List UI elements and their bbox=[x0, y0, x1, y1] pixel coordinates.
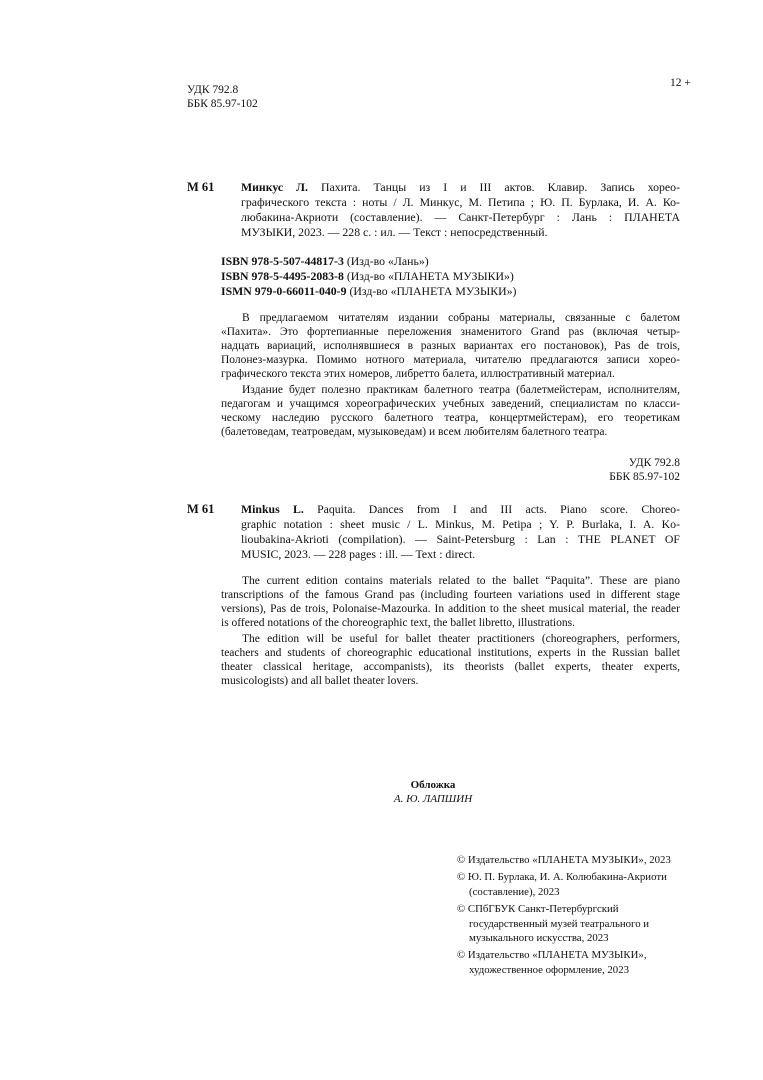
en-record-line: MUSIC, 2023. — 228 pages : ill. — Text : direct. bbox=[241, 547, 476, 561]
en-annotation-line: teachers and students of choreographic educational institutions, experts in the Russian ballet bbox=[221, 647, 680, 659]
en-annotation-line: theater classical heritage, accompanists), its theorists (ballet experts, theater experts, bbox=[221, 661, 680, 673]
en-udk-bbk-header bbox=[560, 456, 680, 484]
ismn-entry: ISMN 979-0-66011-040-9 (Изд-во «ПЛАНЕТА МУЗЫКИ») bbox=[221, 284, 517, 298]
ru-annotation-line: надцать вариаций, исполнявшиеся в разных вариантах его постановок), Pas de trois, bbox=[221, 340, 680, 352]
en-record-code: М 61 bbox=[187, 502, 215, 516]
ru-annotation-line: В предлагаемом читателям издании собраны материалы, связанные с балетом bbox=[242, 312, 680, 324]
ru-annotation-line: «Пахита». Это фортепианные переложения знаменитого Grand pas (включая четыр- bbox=[221, 326, 680, 338]
ru-annotation-line: графического текста этих номеров, либретто балета, иллюстративный материал. bbox=[221, 368, 615, 380]
isbn-entry: ISBN 978-5-507-44817-3 (Изд-во «Лань») bbox=[221, 254, 429, 268]
isbn-entry: ISBN 978-5-4495-2083-8 (Изд-во «ПЛАНЕТА МУЗЫКИ») bbox=[221, 269, 514, 283]
en-bbk-code: ББК 85.97-102 bbox=[609, 471, 680, 483]
en-record-description bbox=[241, 502, 680, 562]
cover-credit bbox=[333, 778, 533, 806]
ru-record-description bbox=[241, 180, 680, 240]
en-annotation-line: The current edition contains materials related to the ballet “Paquita”. These are piano bbox=[242, 575, 680, 587]
en-annotation-line: The edition will be useful for ballet theater practitioners (choreographers, performers, bbox=[242, 633, 680, 645]
cover-label: Обложка bbox=[410, 779, 456, 791]
udk-code: УДК 792.8 bbox=[187, 84, 239, 96]
copyright-block bbox=[457, 853, 671, 977]
ru-record-line: Минкус Л. Пахита. Танцы из I и III актов. Клавир. Запись хорео- bbox=[241, 180, 680, 194]
age-rating: 12 + bbox=[670, 77, 691, 89]
en-udk-code: УДК 792.8 bbox=[628, 457, 680, 469]
copyright-entry: © Ю. П. Бурлака, И. А. Колюбакина-Акриоти (составление), 2023 bbox=[457, 871, 667, 898]
en-annotation-line: transcriptions of the famous Grand pas (including fourteen variations used in different stage bbox=[221, 589, 680, 601]
en-annotation-line: versions), Pas de trois, Polonaise-Mazourka. In addition to the sheet musical material, the reader bbox=[221, 603, 680, 615]
en-annotation-line: musicologists) and all ballet theater lovers. bbox=[221, 675, 419, 687]
ru-record-line: любакина-Акриоти (составление). — Санкт-Петербург : Лань : ПЛАНЕТА bbox=[241, 210, 680, 224]
en-record-line: lioubakina-Akrioti (compilation). — Saint-Petersburg : Lan : THE PLANET OF bbox=[241, 532, 680, 546]
ru-annotation-line: Издание будет полезно практикам балетного театра (балетмейстерам, исполнителям, bbox=[242, 384, 680, 396]
ru-annotation-line: педагогам и учащимся хореографических учебных заведений, специалистам по класси- bbox=[221, 398, 680, 410]
en-record-line: graphic notation : sheet music / L. Minkus, M. Petipa ; Y. P. Burlaka, I. A. Ko- bbox=[241, 517, 680, 531]
copyright-entry: © Издательство «ПЛАНЕТА МУЗЫКИ», 2023 bbox=[457, 854, 671, 866]
cover-artist: А. Ю. ЛАПШИН bbox=[393, 793, 473, 805]
copyright-entry: © Издательство «ПЛАНЕТА МУЗЫКИ», художественное оформление, 2023 bbox=[457, 949, 647, 976]
isbn-list bbox=[221, 254, 516, 299]
copyright-entry: © СПбГБУК Санкт-Петербургский государственный музей театрального и музыкального искусства, 2023 bbox=[457, 903, 650, 945]
bbk-code: ББК 85.97-102 bbox=[187, 98, 258, 110]
ru-record-line: МУЗЫКИ, 2023. — 228 с. : ил. — Текст : непосредственный. bbox=[241, 225, 548, 239]
ru-record-code: М 61 bbox=[187, 180, 215, 194]
en-annotation bbox=[221, 574, 680, 688]
udk-bbk-header bbox=[187, 83, 258, 111]
ru-annotation-line: Полонез-мазурка. Помимо нотного материала, читателю предлагаются записи хорео- bbox=[221, 354, 680, 366]
ru-annotation-line: ческому наследию русского балетного театра, концертмейстерам), его теоретикам bbox=[221, 412, 680, 424]
ru-annotation bbox=[221, 311, 680, 439]
en-record-line: Minkus L. Paquita. Dances from I and III acts. Piano score. Choreo- bbox=[241, 502, 680, 516]
ru-annotation-line: (балетоведам, театроведам, музыковедам) и всем любителям балетного театра. bbox=[221, 426, 608, 438]
ru-record-line: графического текста : ноты / Л. Минкус, М. Петипа ; Ю. П. Бурлака, И. А. Ко- bbox=[241, 195, 680, 209]
en-annotation-line: is offered notations of the choreographic text, the ballet libretto, illustrations. bbox=[221, 617, 575, 629]
